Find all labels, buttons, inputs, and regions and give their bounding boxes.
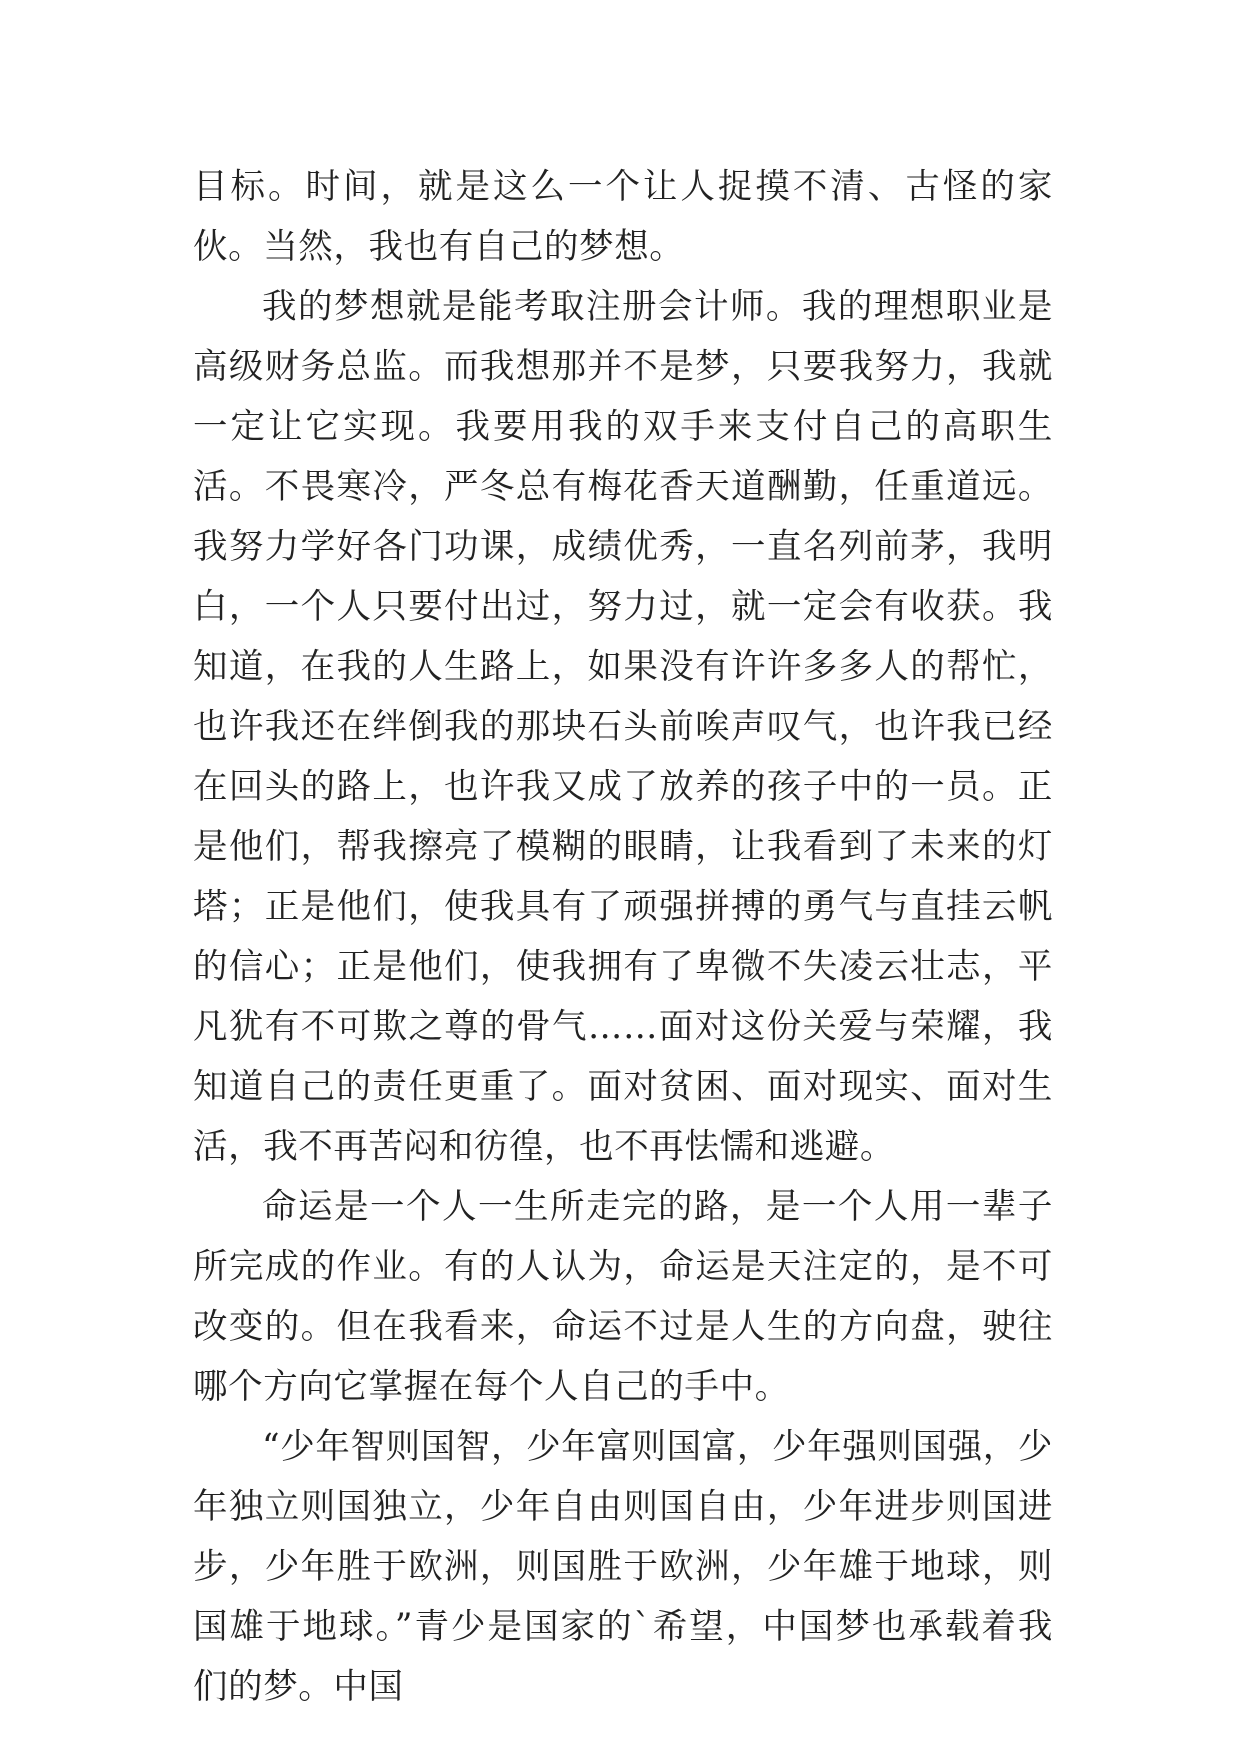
paragraph-3: 命运是一个人一生所走完的路，是一个人用一辈子所完成的作业。有的人认为，命运是天注定的，是不可改变的。但在我看来，命运不过是人生的方向盘，驶往哪个方向它掌握在每个人自己的手中。 bbox=[193, 1187, 1053, 1407]
paragraph-4: “少年智则国智，少年富则国富，少年强则国强，少年独立则国独立，少年自由则国自由，少年进步则国进步，少年胜于欧洲，则国胜于欧洲，少年雄于地球，则国雄于地球。”青少是国家的`希望，中国梦也承载着我们的梦。中国 bbox=[193, 1427, 1053, 1707]
document-body bbox=[193, 157, 1053, 1717]
paragraph-2: 我的梦想就是能考取注册会计师。我的理想职业是高级财务总监。而我想那并不是梦，只要我努力，我就一定让它实现。我要用我的双手来支付自己的高职生活。不畏寒冷，严冬总有梅花香天道酬勤，任重道远。我努力学好各门功课，成绩优秀，一直名列前茅，我明白，一个人只要付出过，努力过，就一定会有收获。我知道，在我的人生路上，如果没有许许多多人的帮忙，也许我还在绊倒我的那块石头前唉声叹气，也许我已经在回头的路上，也许我又成了放养的孩子中的一员。正是他们，帮我擦亮了模糊的眼睛，让我看到了未来的灯塔；正是他们，使我具有了顽强拼搏的勇气与直挂云帆的信心；正是他们，使我拥有了卑微不失凌云壮志，平凡犹有不可欺之尊的骨气……面对这份关爱与荣耀，我知道自己的责任更重了。面对贫困、面对现实、面对生活，我不再苦闷和彷徨，也不再怯懦和逃避。 bbox=[193, 287, 1053, 1167]
paragraph-1: 目标。时间，就是这么一个让人捉摸不清、古怪的家伙。当然，我也有自己的梦想。 bbox=[193, 167, 1053, 267]
